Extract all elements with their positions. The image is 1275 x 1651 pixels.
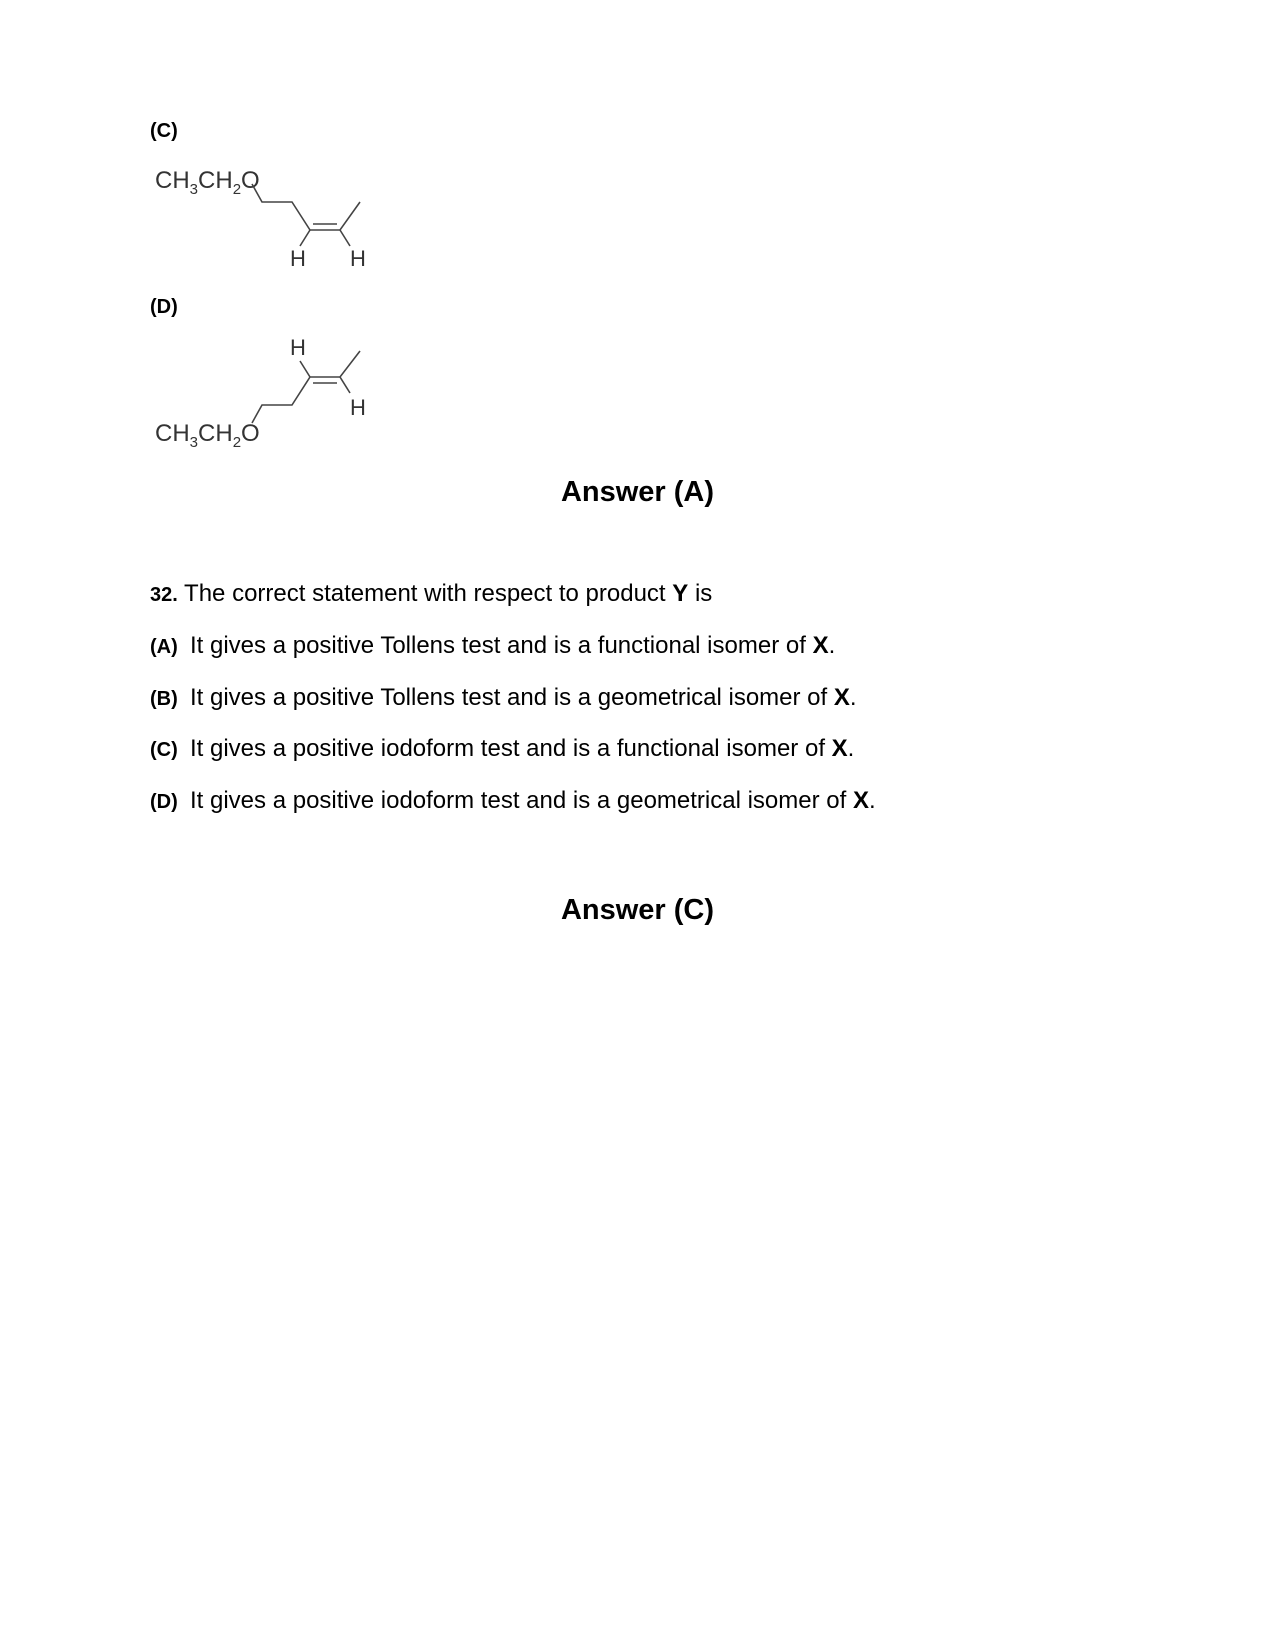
question-stem-end: is [694, 580, 713, 607]
option-c-q-label: (C) [150, 739, 178, 761]
option-a-text: It gives a positive Tollens test and is a functional isomer of [190, 632, 806, 659]
option-c-h2: H [350, 246, 366, 270]
option-d-formula: $CH_3CH_2O$ [155, 420, 260, 451]
option-b [150, 684, 857, 712]
option-a-end: . [828, 632, 836, 659]
option-b-bold: X [833, 684, 850, 711]
option-d-q-end: . [868, 787, 876, 814]
option-c-structure [150, 160, 380, 270]
option-c-formula: $CH_3CH_2O$ [155, 167, 260, 198]
option-c-q-text: It gives a positive iodoform test and is a functional isomer of [190, 735, 825, 762]
option-c-q-end: . [847, 735, 855, 762]
option-d-structure [150, 335, 380, 453]
option-c [150, 735, 854, 763]
option-a [150, 632, 835, 660]
option-c-h-bond-1 [300, 230, 310, 246]
option-a-label: (A) [150, 636, 178, 658]
option-c-carbon-chain [252, 184, 360, 230]
option-c-q-bold: X [831, 735, 848, 762]
option-c-h1: H [290, 246, 306, 270]
answer-previous-text: Answer (A) [560, 476, 715, 508]
option-d-h-bond-1 [300, 361, 310, 377]
question-stem-bold: Y [672, 580, 689, 607]
option-b-label: (B) [150, 688, 178, 710]
option-d-q-label: (D) [150, 791, 178, 813]
option-d-label: (D) [150, 296, 178, 318]
option-a-bold: X [812, 632, 829, 659]
option-c-h-bond-2 [340, 230, 350, 246]
option-b-text: It gives a positive Tollens test and is a geometrical isomer of [190, 684, 828, 711]
option-d-h2: H [350, 395, 366, 420]
option-c-label: (C) [150, 120, 178, 142]
option-d-q-bold: X [852, 787, 869, 814]
answer-current [0, 894, 1275, 927]
question-stem [150, 580, 712, 608]
answer-previous [0, 476, 1275, 509]
option-d-q-text: It gives a positive iodoform test and is a geometrical isomer of [190, 787, 847, 814]
option-b-end: . [849, 684, 857, 711]
option-d-h-bond-2 [340, 377, 350, 393]
option-d-h1: H [290, 335, 306, 360]
option-d-carbon-chain [252, 351, 360, 423]
question-stem-text: The correct statement with respect to product [184, 580, 666, 607]
question-number: 32. [150, 584, 178, 606]
answer-current-text: Answer (C) [560, 894, 715, 926]
option-d [150, 787, 876, 815]
